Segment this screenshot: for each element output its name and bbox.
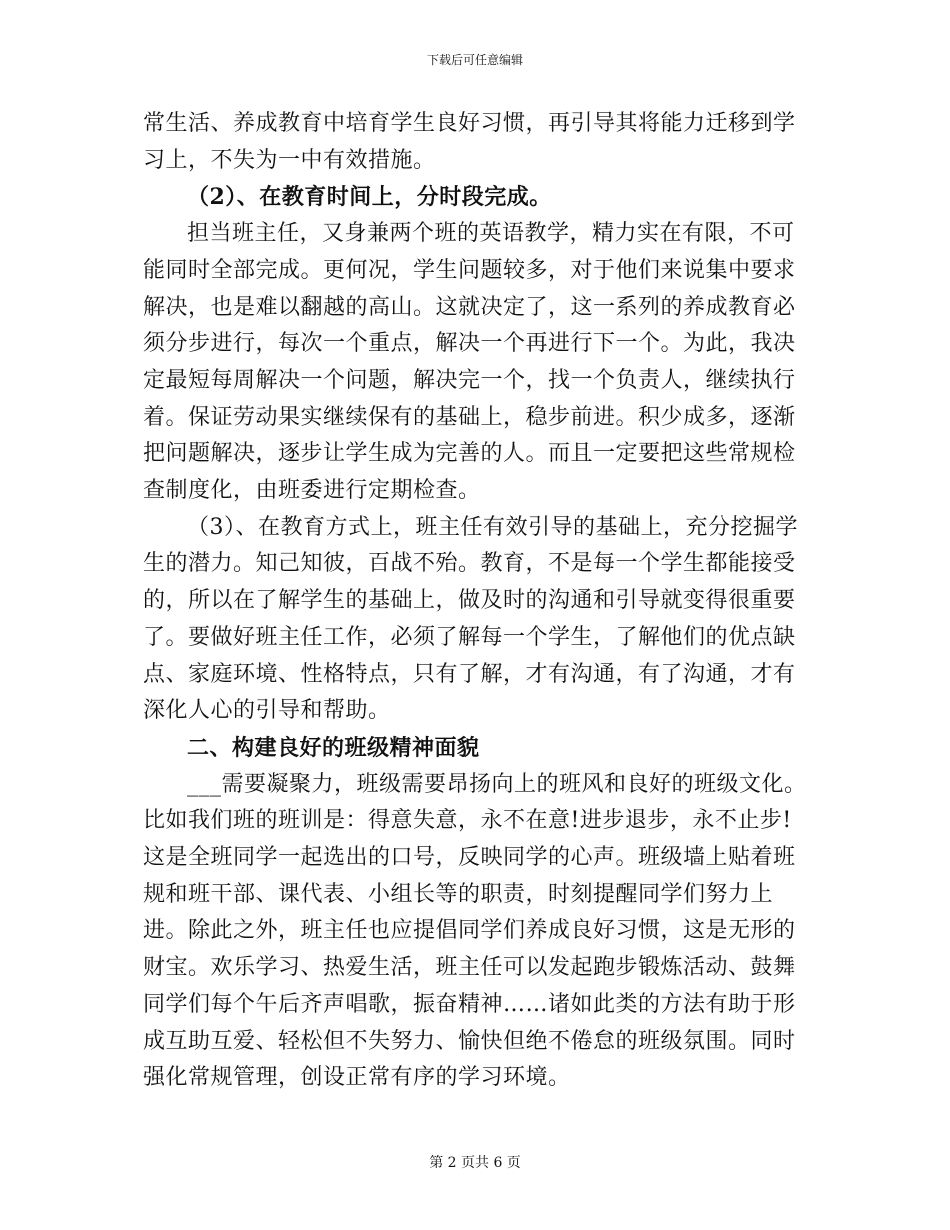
- section-heading-class-spirit: 二、构建良好的班级精神面貌: [187, 734, 480, 761]
- paragraph-continuation: 常生活、养成教育中培育学生良好习惯，再引导其将能力迁移到学习上，不失为一中有效措施。: [143, 111, 796, 173]
- paragraph-time: 担当班主任，又身兼两个班的英语教学，精力实在有限，不可能同时全部完成。更何况，学生问题较多，对于他们来说集中要求解决，也是难以翻越的高山。这就决定了，这一系列的养成教育必须分步进行，每次一个重点，解决一个再进行下一个。为此，我决定最短每周解决一个问题，解决完一个，找一个负责人，继续执行着。保证劳动果实继续保有的基础上，稳步前进。积少成多，逐渐把问题解决，逐步让学生成为完善的人。而且一定要把这些常规检查制度化，由班委进行定期检查。: [143, 221, 796, 504]
- page-header: 下载后可任意编辑: [426, 53, 523, 67]
- subheading-time: （2）、在教育时间上，分时段完成。: [187, 184, 552, 211]
- paragraph-class-spirit: ___需要凝聚力，班级需要昂扬向上的班风和良好的班级文化。比如我们班的班训是：得意失意，永不在意!进步退步，永不止步!这是全班同学一起选出的口号，反映同学的心声。班级墙上贴着班规和班干部、课代表、小组长等的职责，时刻提醒同学们努力上进。除此之外，班主任也应提倡同学们养成良好习惯，这是无形的财宝。欢乐学习、热爱生活，班主任可以发起跑步锻炼活动、鼓舞同学们每个午后齐声唱歌，振奋精神……诸如此类的方法有助于形成互助互爱、轻松但不失努力、愉快但绝不倦怠的班级氛围。同时强化常规管理，创设正常有序的学习环境。: [143, 771, 807, 1091]
- paragraph-method: （3）、在教育方式上，班主任有效引导的基础上，充分挖掘学生的潜力。知己知彼，百战不殆。教育，不是每一个学生都能接受的，所以在了解学生的基础上，做及时的沟通和引导就变得很重要了。要做好班主任工作，必须了解每一个学生，了解他们的优点缺点、家庭环境、性格特点，只有了解，才有沟通，有了沟通，才有深化人心的引导和帮助。: [143, 514, 798, 724]
- page-footer: 第 2 页共 6 页: [429, 1155, 521, 1171]
- document-body: [143, 106, 811, 1097]
